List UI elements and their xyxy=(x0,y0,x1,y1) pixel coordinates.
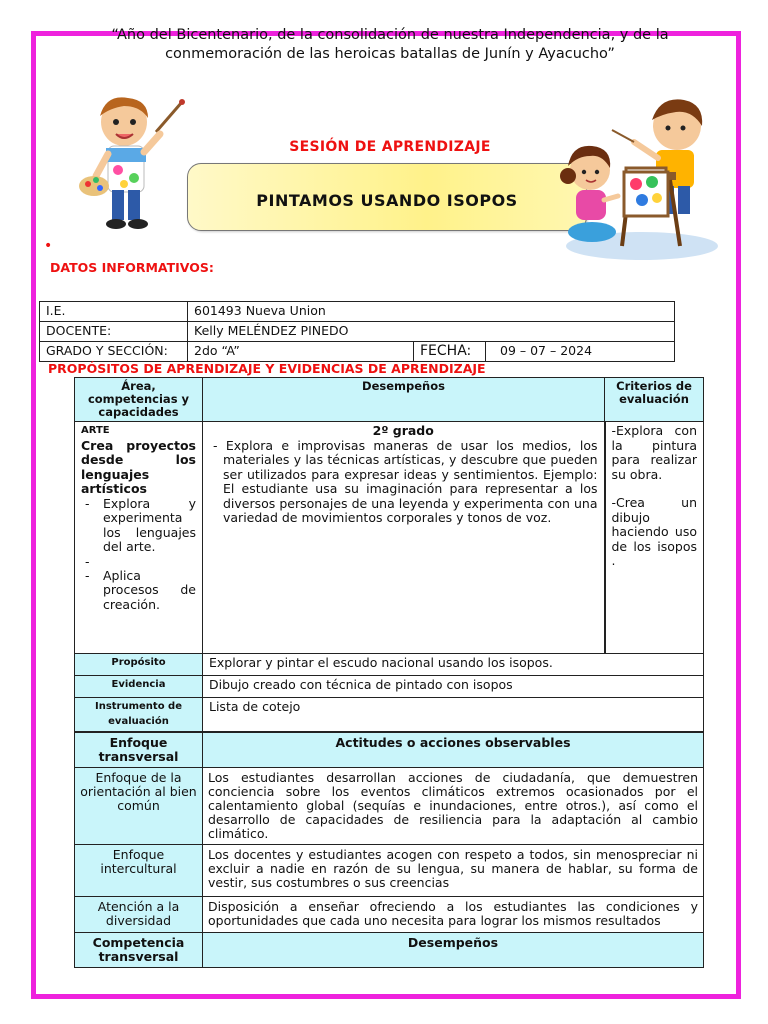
col-criterios: Criterios de evaluación xyxy=(605,378,704,422)
desempeno-1: Explora e improvisas maneras de usar los medios, los materiales y las técnicas artísticas, y descubre que pueden ser utilizados para expresar ideas y sentimientos. xyxy=(223,437,598,482)
col-desempenos: Desempeños xyxy=(203,378,605,422)
grado-value: 2do “A” xyxy=(188,342,414,362)
enfoque-label: Enfoque de la orientación al bien común xyxy=(75,768,203,845)
enfoque-label: Enfoque intercultural xyxy=(75,845,203,897)
docente-label: DOCENTE: xyxy=(40,322,188,342)
evidencia-label: Evidencia xyxy=(75,676,203,698)
info-row-docente xyxy=(40,322,675,342)
enfoque-row xyxy=(75,897,704,933)
grado-label: GRADO Y SECCIÓN: xyxy=(40,342,188,362)
criterio-2: -Crea un dibujo haciendo uso de los isopos . xyxy=(611,495,697,568)
info-row-grado xyxy=(40,342,675,362)
kids-easel-illustration xyxy=(552,96,722,264)
fecha-label: FECHA: xyxy=(414,342,486,362)
lesson-title: PINTAMOS USANDO ISOPOS xyxy=(256,191,518,210)
criterios-cell xyxy=(605,422,704,654)
enfoques-header-row xyxy=(75,733,704,768)
capacidad-2: - Aplica procesos de creación. xyxy=(81,569,196,613)
proposito-row xyxy=(75,654,704,676)
col-actitudes: Actitudes o acciones observables xyxy=(203,733,704,768)
criterio-1: -Explora con la pintura para realizar su obra. xyxy=(611,423,697,482)
enfoques-table xyxy=(74,732,704,968)
proposito-value: Explorar y pintar el escudo nacional usando los isopos. xyxy=(203,654,704,676)
instrumento-label: Instrumento de evaluación xyxy=(75,698,203,732)
datos-heading: DATOS INFORMATIVOS: xyxy=(50,260,214,275)
desempeno-2: Ejemplo: El estudiante usa su imaginación para representar a los diversos personajes de una leyenda y experimenta con una variedad de movimientos corporales y tonos de voz. xyxy=(223,466,598,525)
enfoque-text: Los docentes y estudiantes acogen con respeto a todos, sin menospreciar ni excluir a nadie en razón de su lengua, su manera de hablar, su forma de vestir, sus costumbres o sus creencias xyxy=(203,845,704,897)
enfoque-text: Disposición a enseñar ofreciendo a los estudiantes las condiciones y oportunidades que cada uno necesita para lograr los mismos resultados xyxy=(203,897,704,933)
bullet-marker: • xyxy=(44,238,53,254)
fecha-value: 09 – 07 – 2024 xyxy=(486,342,675,362)
ie-value: 601493 Nueva Union xyxy=(188,302,675,322)
col-competencia: Competencia transversal xyxy=(75,933,203,968)
boy-painting-illustration xyxy=(78,92,188,232)
header-motto xyxy=(40,26,740,64)
lesson-title-banner xyxy=(187,163,587,231)
evidencia-row xyxy=(75,676,704,698)
grado-heading: 2º grado xyxy=(372,423,434,438)
col-enfoque: Enfoque transversal xyxy=(75,733,203,768)
competencia-text: Crea proyectos desde los lenguajes artísticos xyxy=(81,437,196,496)
propositos-header-row xyxy=(75,378,704,422)
enfoque-row xyxy=(75,845,704,897)
competencia-header-row xyxy=(75,933,704,968)
desempenos-cell: 2º grado - Explora e improvisas maneras de usar los medios, los materiales y las técnicas artísticas, y descubre que pueden ser utilizados para expresar ideas y sentimientos. Ejemplo: El estudiante usa su imaginación para representar a los diversos personajes de una leyenda y experimenta con una variedad de movimientos corporales y tonos de voz. xyxy=(203,422,605,654)
area-cell xyxy=(75,422,203,654)
enfoque-label: Atención a la diversidad xyxy=(75,897,203,933)
info-row-ie xyxy=(40,302,675,322)
instrumento-value: Lista de cotejo xyxy=(203,698,704,732)
col-area: Área, competencias y capacidades xyxy=(75,378,203,422)
motto-line-2: conmemoración de las heroicas batallas de Junín y Ayacucho” xyxy=(165,46,615,62)
propositos-content-row xyxy=(75,422,704,654)
session-title: SESIÓN DE APRENDIZAJE xyxy=(289,139,491,155)
info-table xyxy=(39,301,675,362)
enfoque-text: Los estudiantes desarrollan acciones de ciudadanía, que demuestren conciencia sobre los eventos climáticos extremos ocasionados por el calentamiento global (sequías e inundaciones, entre otros.), así como el desarrollo de capacidades de resiliencia para la adaptación al cambio climático. xyxy=(203,768,704,845)
area-name: ARTE xyxy=(81,425,110,436)
propositos-table xyxy=(74,377,704,732)
evidencia-value: Dibujo creado con técnica de pintado con isopos xyxy=(203,676,704,698)
instrumento-row xyxy=(75,698,704,732)
motto-line-1: “Año del Bicentenario, de la consolidación de nuestra Independencia, y de la xyxy=(111,27,669,43)
capacidad-1: - Explora y experimenta los lenguajes del arte. xyxy=(81,497,196,555)
docente-value: Kelly MELÉNDEZ PINEDO xyxy=(188,322,675,342)
propositos-heading: PROPÓSITOS DE APRENDIZAJE Y EVIDENCIAS DE APRENDIZAJE xyxy=(48,361,486,376)
col-desempenos-2: Desempeños xyxy=(203,933,704,968)
ie-label: I.E. xyxy=(40,302,188,322)
enfoque-row xyxy=(75,768,704,845)
proposito-label: Propósito xyxy=(75,654,203,676)
